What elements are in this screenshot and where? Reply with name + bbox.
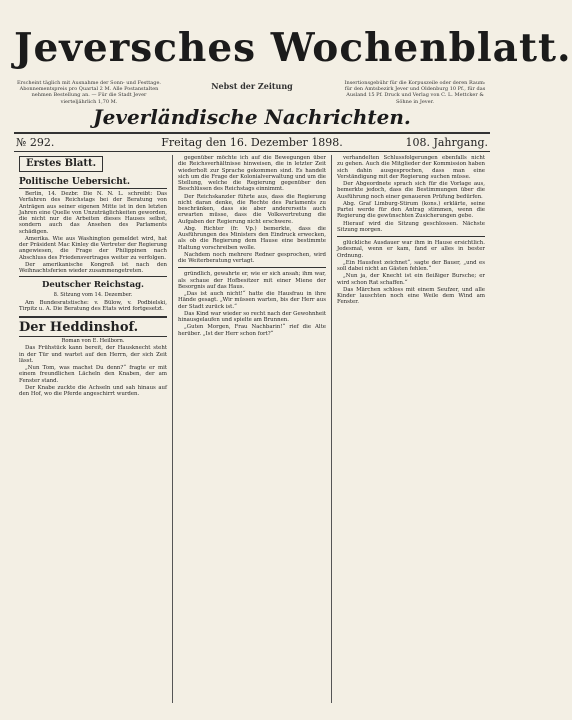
feuilleton	[19, 316, 167, 397]
feuilleton-paragraph: „Nun ja, der Knecht ist ein fleißiger Bursche; er wird schon Rat schaffen.“	[337, 273, 485, 286]
feuilleton-paragraph: glückliche Ausdauer war ihm in Hause ersichtlich. Jedesmal, wenn er kam, fand er alles in bester Ordnung.	[337, 240, 485, 259]
reichstag-session: 8. Sitzung vom 14. Dezember.	[53, 292, 133, 299]
subhead-subscription: Erscheint täglich mit Ausnahme der Sonn- und Festtage. Abonnementspreis pro Quartal 2 M. Alle Postanstalten nehmen Bestellung an. — Für die Stadt Jever vierteljährlich 1,70 M.	[16, 80, 162, 105]
feuilleton-paragraph: „Ein Hausfest zeichnet“, sagte der Bauer, „und es soll dabei nicht an Gästen fehlen.“	[337, 259, 485, 272]
feuilleton-title: Der Heddinshof.	[19, 320, 167, 337]
article-paragraph: Nachdem noch mehrere Redner gesprochen, wird die Weiterberatung vertagt.	[178, 251, 326, 264]
politics-heading: Politische Uebersicht.	[19, 176, 167, 189]
article-paragraph: Der Reichskanzler führte aus, dass die Regierung nicht daran denke, die Rechte des Parlaments zu beschränken, dass sie aber andererseits auch erwarten müsse, dass die Volksvertretung die Aufgaben der Regierung nicht erschwere.	[178, 193, 326, 225]
feuilleton-paragraph: „Guten Morgen, Frau Nachbarin!“ rief die Alte herüber. „Ist der Herr schon fort?“	[178, 324, 326, 337]
feuilleton-paragraph: „Nun Tom, was machst Du denn?“ fragte er mit einem freundlichen Lächeln den Knaben, der am Fenster stand.	[19, 365, 167, 384]
feuilleton-paragraph: Das Frühstück kann bereit, der Hausknecht steht in der Tür und wartet auf den Herrn, der sich Zeit lässt.	[19, 345, 167, 364]
feuilleton-author: Roman von E. Heilborn.	[61, 338, 125, 344]
masthead-title: Jeversches Wochenblatt.	[14, 25, 572, 71]
article-paragraph: Abg. Graf Limburg-Stirum (kons.) erklärte, seine Partei werde für den Antrag stimmen, wenn die Regierung die gewünschten Zusicherungen gebe.	[337, 200, 485, 220]
article-paragraph: Der amerikanische Kongreß ist nach den Weihnachtsferien wieder zusammengetreten.	[19, 261, 167, 274]
article-paragraph: Der Abgeordnete sprach sich für die Vorlage aus, bemerkte jedoch, dass die Bestimmungen über die Ausführung noch einer genaueren Prüfung bedürfen.	[337, 181, 485, 200]
issue-number: № 292.	[16, 136, 55, 149]
article-paragraph: gegenüber möchte ich auf die Bewegungen über die Reichsverhältnisse hinweisen, die in letzter Zeit wiederholt zur Sprache gekommen sind. Es handelt sich um die Frage der Kolonialverwaltung und um die Stellung, welche die Regierung gegenüber den Beschlüssen des Reichstags einnimmt.	[178, 155, 326, 193]
subhead	[14, 80, 490, 104]
column-2	[172, 155, 331, 703]
subhead-advert-rates: Insertionsgebühr für die Korpuszeile oder deren Raum: für den Amtsbezirk Jever und Oldenburg 10 Pf., für das Ausland 15 Pf. Druck und Verlag von C. L. Mettcker & Söhne in Jever.	[344, 80, 486, 105]
issue-date: Freitag den 16. Dezember 1898.	[161, 136, 343, 149]
article-paragraph: Abg. Richter (fr. Vp.) bemerkte, dass die Ausführungen des Ministers den Eindruck erwecken, als ob die Regierung dem Hause eine bestimmte Haltung vorschreiben wolle.	[178, 225, 326, 251]
feuilleton-paragraph: gründlich, gewahrte er, wie er sich ansah; ihm war, als schaue der Hofbesitzer mit einer Miene der Besorgnis auf das Haus.	[178, 271, 326, 290]
column-3	[331, 155, 490, 703]
feuilleton-paragraph: Der Knabe zuckte die Achseln und sah hinaus auf den Hof, wo die Pferde angeschirrt wurden.	[19, 384, 167, 397]
article-paragraph: Am Bundesratstische: v. Bülow, v. Podbielski, Tirpitz u. A. Die Beratung des Etats wird fortgesetzt.	[19, 299, 167, 312]
article-paragraph: Berlin, 14. Dezbr. Die N. N. L. schreibt: Das Verfahren des Reichstags bei der Beratung von Anträgen aus seiner eigenen Mitte ist in den letzten Jahren eine Quelle von Unzuträglichkeiten geworden, die nicht nur die Arbeiten dieses Hauses selbst, sondern auch das Ansehen des Parlaments schädigen.	[19, 191, 167, 235]
feuilleton-paragraph: Das Märchen schloss mit einem Seufzer, und alle Kinder lauschten noch eine Weile dem Wind am Fenster.	[337, 286, 485, 306]
article-paragraph: Amerika. Wie aus Washington gemeldet wird, hat der Präsident Mac Kinley die Vertreter der Regierung angewiesen, die Frage der Philippinen nach Abschluss des Friedensvertrages weiter zu verfolgen.	[19, 235, 167, 261]
subtitle: Jeverländische Nachrichten.	[93, 105, 411, 129]
first-sheet-heading: Erstes Blatt.	[19, 156, 103, 172]
feuilleton-paragraph: Das Kind war wieder so recht nach der Gewohnheit hinausgelaufen und spielte am Brunnen.	[178, 310, 326, 323]
dateline	[14, 132, 490, 152]
article-paragraph: Hierauf wird die Sitzung geschlossen. Nächste Sitzung morgen.	[337, 220, 485, 233]
column-1	[14, 155, 172, 703]
subhead-supplement: Nebst der Zeitung	[211, 81, 293, 91]
reichstag-heading: Deutscher Reichstag.	[41, 280, 145, 291]
feuilleton-paragraph: „Das ist auch nicht!“ hatte die Hausfrau in ihre Hände gesagt. „Wir müssen warten, bis der Herr aus der Stadt zurück ist.“	[178, 291, 326, 310]
issue-year: 108. Jahrgang.	[405, 136, 488, 149]
article-columns	[14, 155, 490, 703]
article-paragraph: verhandelten Schlussfolgerungen ebenfalls nicht zu gehen. Auch die Mitglieder der Kommission haben sich dahin ausgesprochen, dass man eine Verständigung mit der Regierung suchen müsse.	[337, 155, 485, 180]
